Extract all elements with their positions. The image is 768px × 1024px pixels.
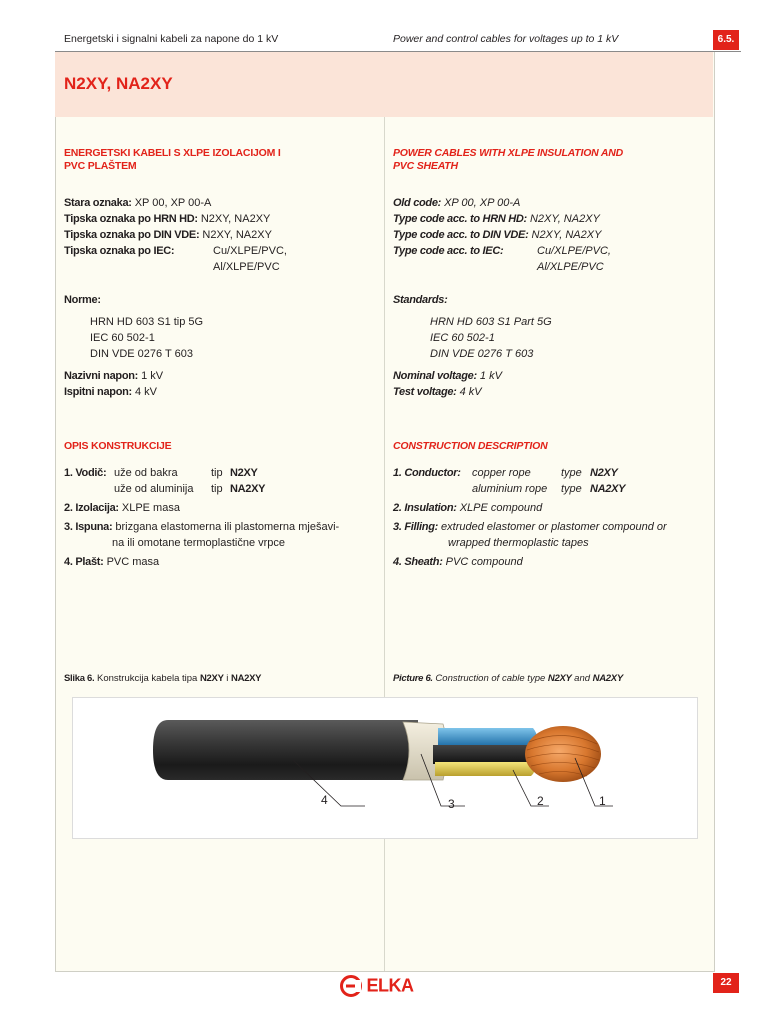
core-yellow [435, 762, 535, 776]
spec-value: N2XY, NA2XY [200, 213, 271, 225]
item-value: PVC masa [106, 556, 160, 568]
section-badge: 6.5. [713, 30, 739, 50]
header-left-title: Energetski i signalni kabeli za napone do 1 kV [64, 33, 279, 45]
item-value: aluminium rope [472, 483, 548, 495]
left-norms [64, 292, 379, 362]
norm-item: IEC 60 502-1 [90, 332, 155, 344]
item-tip: tip [211, 467, 223, 479]
spec-label: Tipska oznaka po DIN VDE: [64, 229, 200, 241]
left-heading-line2: PVC PLAŠTEM [64, 160, 137, 172]
right-construction-list [393, 465, 708, 570]
callout-2: 2 [537, 794, 544, 808]
left-construction-heading [64, 440, 379, 453]
spec-value-2: Al/XLPE/PVC [213, 261, 280, 273]
item-value-2: wrapped thermoplastic tapes [448, 537, 589, 549]
copper-conductor [525, 726, 601, 782]
right-heading-line1: POWER CABLES WITH XLPE INSULATION AND [393, 147, 624, 159]
page-title: N2XY, NA2XY [64, 74, 173, 93]
caption-type2: NA2XY [231, 673, 262, 684]
spec-value: N2XY, NA2XY [531, 229, 602, 241]
left-specs [64, 195, 379, 275]
header-right-title: Power and control cables for voltages up to 1 kV [393, 33, 619, 45]
voltage-value: 1 kV [479, 370, 502, 382]
norms-label: Standards: [393, 294, 448, 306]
core-blue [438, 728, 537, 746]
spec-value: XP 00, XP 00-A [444, 197, 521, 209]
test-voltage-value: 4 kV [134, 386, 157, 398]
norm-item: HRN HD 603 S1 Part 5G [430, 316, 552, 328]
right-voltages [393, 368, 708, 400]
item-tip: type [561, 467, 582, 479]
right-heading [393, 147, 708, 173]
item-label: 3. Ispuna: [64, 521, 113, 533]
item-value: uže od aluminija [114, 483, 194, 495]
cable-figure [72, 697, 698, 839]
left-heading-line1: ENERGETSKI KABELI S XLPE IZOLACIJOM I [64, 147, 281, 159]
elka-logo-icon [340, 975, 362, 997]
construction-heading: OPIS KONSTRUKCIJE [64, 440, 172, 452]
item-tip: type [561, 483, 582, 495]
item-value: extruded elastomer or plastomer compound or [441, 521, 667, 533]
item-value: uže od bakra [114, 467, 178, 479]
item-type: NA2XY [230, 483, 266, 495]
left-construction-list [64, 465, 379, 570]
caption-label: Slika 6. [64, 673, 95, 684]
item-label: 1. Vodič: [64, 467, 107, 479]
caption-type1: N2XY [547, 673, 572, 684]
left-figure-caption [64, 673, 261, 684]
item-label: 2. Izolacija: [64, 502, 119, 514]
item-value: copper rope [472, 467, 531, 479]
voltage-value: 1 kV [141, 370, 164, 382]
item-label: 3. Filling: [393, 521, 438, 533]
item-type: NA2XY [590, 483, 626, 495]
elka-logo-text: ELKA [366, 975, 414, 996]
spec-value: Cu/XLPE/PVC, [213, 245, 287, 257]
construction-heading: CONSTRUCTION DESCRIPTION [393, 440, 548, 452]
spec-label: Type code acc. to DIN VDE: [393, 229, 529, 241]
spec-label: Tipska oznaka po IEC: [64, 245, 175, 257]
norm-item: HRN HD 603 S1 tip 5G [90, 316, 204, 328]
pvc-sheath [153, 720, 418, 780]
test-voltage-label: Test voltage: [393, 386, 457, 398]
norm-item: DIN VDE 0276 T 603 [430, 348, 534, 360]
caption-text: Construction of cable type [435, 673, 546, 684]
elka-logo [340, 975, 413, 997]
item-value: PVC compound [445, 556, 523, 568]
spec-label: Stara oznaka: [64, 197, 132, 209]
item-type: N2XY [230, 467, 258, 479]
item-label: 4. Sheath: [393, 556, 443, 568]
item-value: XLPE compound [459, 502, 543, 514]
caption-label: Picture 6. [393, 673, 433, 684]
left-voltages [64, 368, 379, 400]
item-tip: tip [211, 483, 223, 495]
item-type: N2XY [590, 467, 618, 479]
spec-value: XP 00, XP 00-A [134, 197, 212, 209]
right-construction-heading [393, 440, 708, 453]
right-norms [393, 292, 708, 362]
caption-text: Konstrukcija kabela tipa [97, 673, 198, 684]
item-value: XLPE masa [121, 502, 180, 514]
spec-label: Type code acc. to IEC: [393, 245, 504, 257]
callout-3: 3 [448, 797, 455, 811]
page-number: 22 [713, 973, 739, 993]
voltage-label: Nazivni napon: [64, 370, 139, 382]
caption-and: i [226, 673, 229, 684]
right-figure-caption [393, 673, 623, 684]
caption-and: and [574, 673, 591, 684]
item-value: brizgana elastomerna ili plastomerna mješavi- [115, 521, 340, 533]
test-voltage-value: 4 kV [459, 386, 482, 398]
norm-item: IEC 60 502-1 [430, 332, 495, 344]
item-label: 1. Conductor: [393, 467, 461, 479]
item-value-2: na ili omotane termoplastične vrpce [112, 537, 286, 549]
left-heading [64, 147, 379, 173]
norms-label: Norme: [64, 294, 101, 306]
voltage-label: Nominal voltage: [393, 370, 477, 382]
spec-label: Tipska oznaka po HRN HD: [64, 213, 198, 225]
cable-illustration [73, 698, 697, 838]
right-specs [393, 195, 708, 275]
spec-value: Cu/XLPE/PVC, [537, 245, 611, 257]
callout-1: 1 [599, 794, 606, 808]
callout-4: 4 [321, 793, 328, 807]
test-voltage-label: Ispitni napon: [64, 386, 132, 398]
item-label: 2. Insulation: [393, 502, 457, 514]
spec-label: Type code acc. to HRN HD: [393, 213, 527, 225]
caption-type1: N2XY [199, 673, 224, 684]
spec-value: N2XY, NA2XY [529, 213, 600, 225]
caption-type2: NA2XY [592, 673, 623, 684]
spec-value-2: Al/XLPE/PVC [537, 261, 604, 273]
right-heading-line2: PVC SHEATH [393, 160, 458, 172]
norm-item: DIN VDE 0276 T 603 [90, 348, 193, 360]
spec-label: Old code: [393, 197, 442, 209]
spec-value: N2XY, NA2XY [202, 229, 272, 241]
item-label: 4. Plašt: [64, 556, 104, 568]
column-divider [384, 117, 385, 971]
